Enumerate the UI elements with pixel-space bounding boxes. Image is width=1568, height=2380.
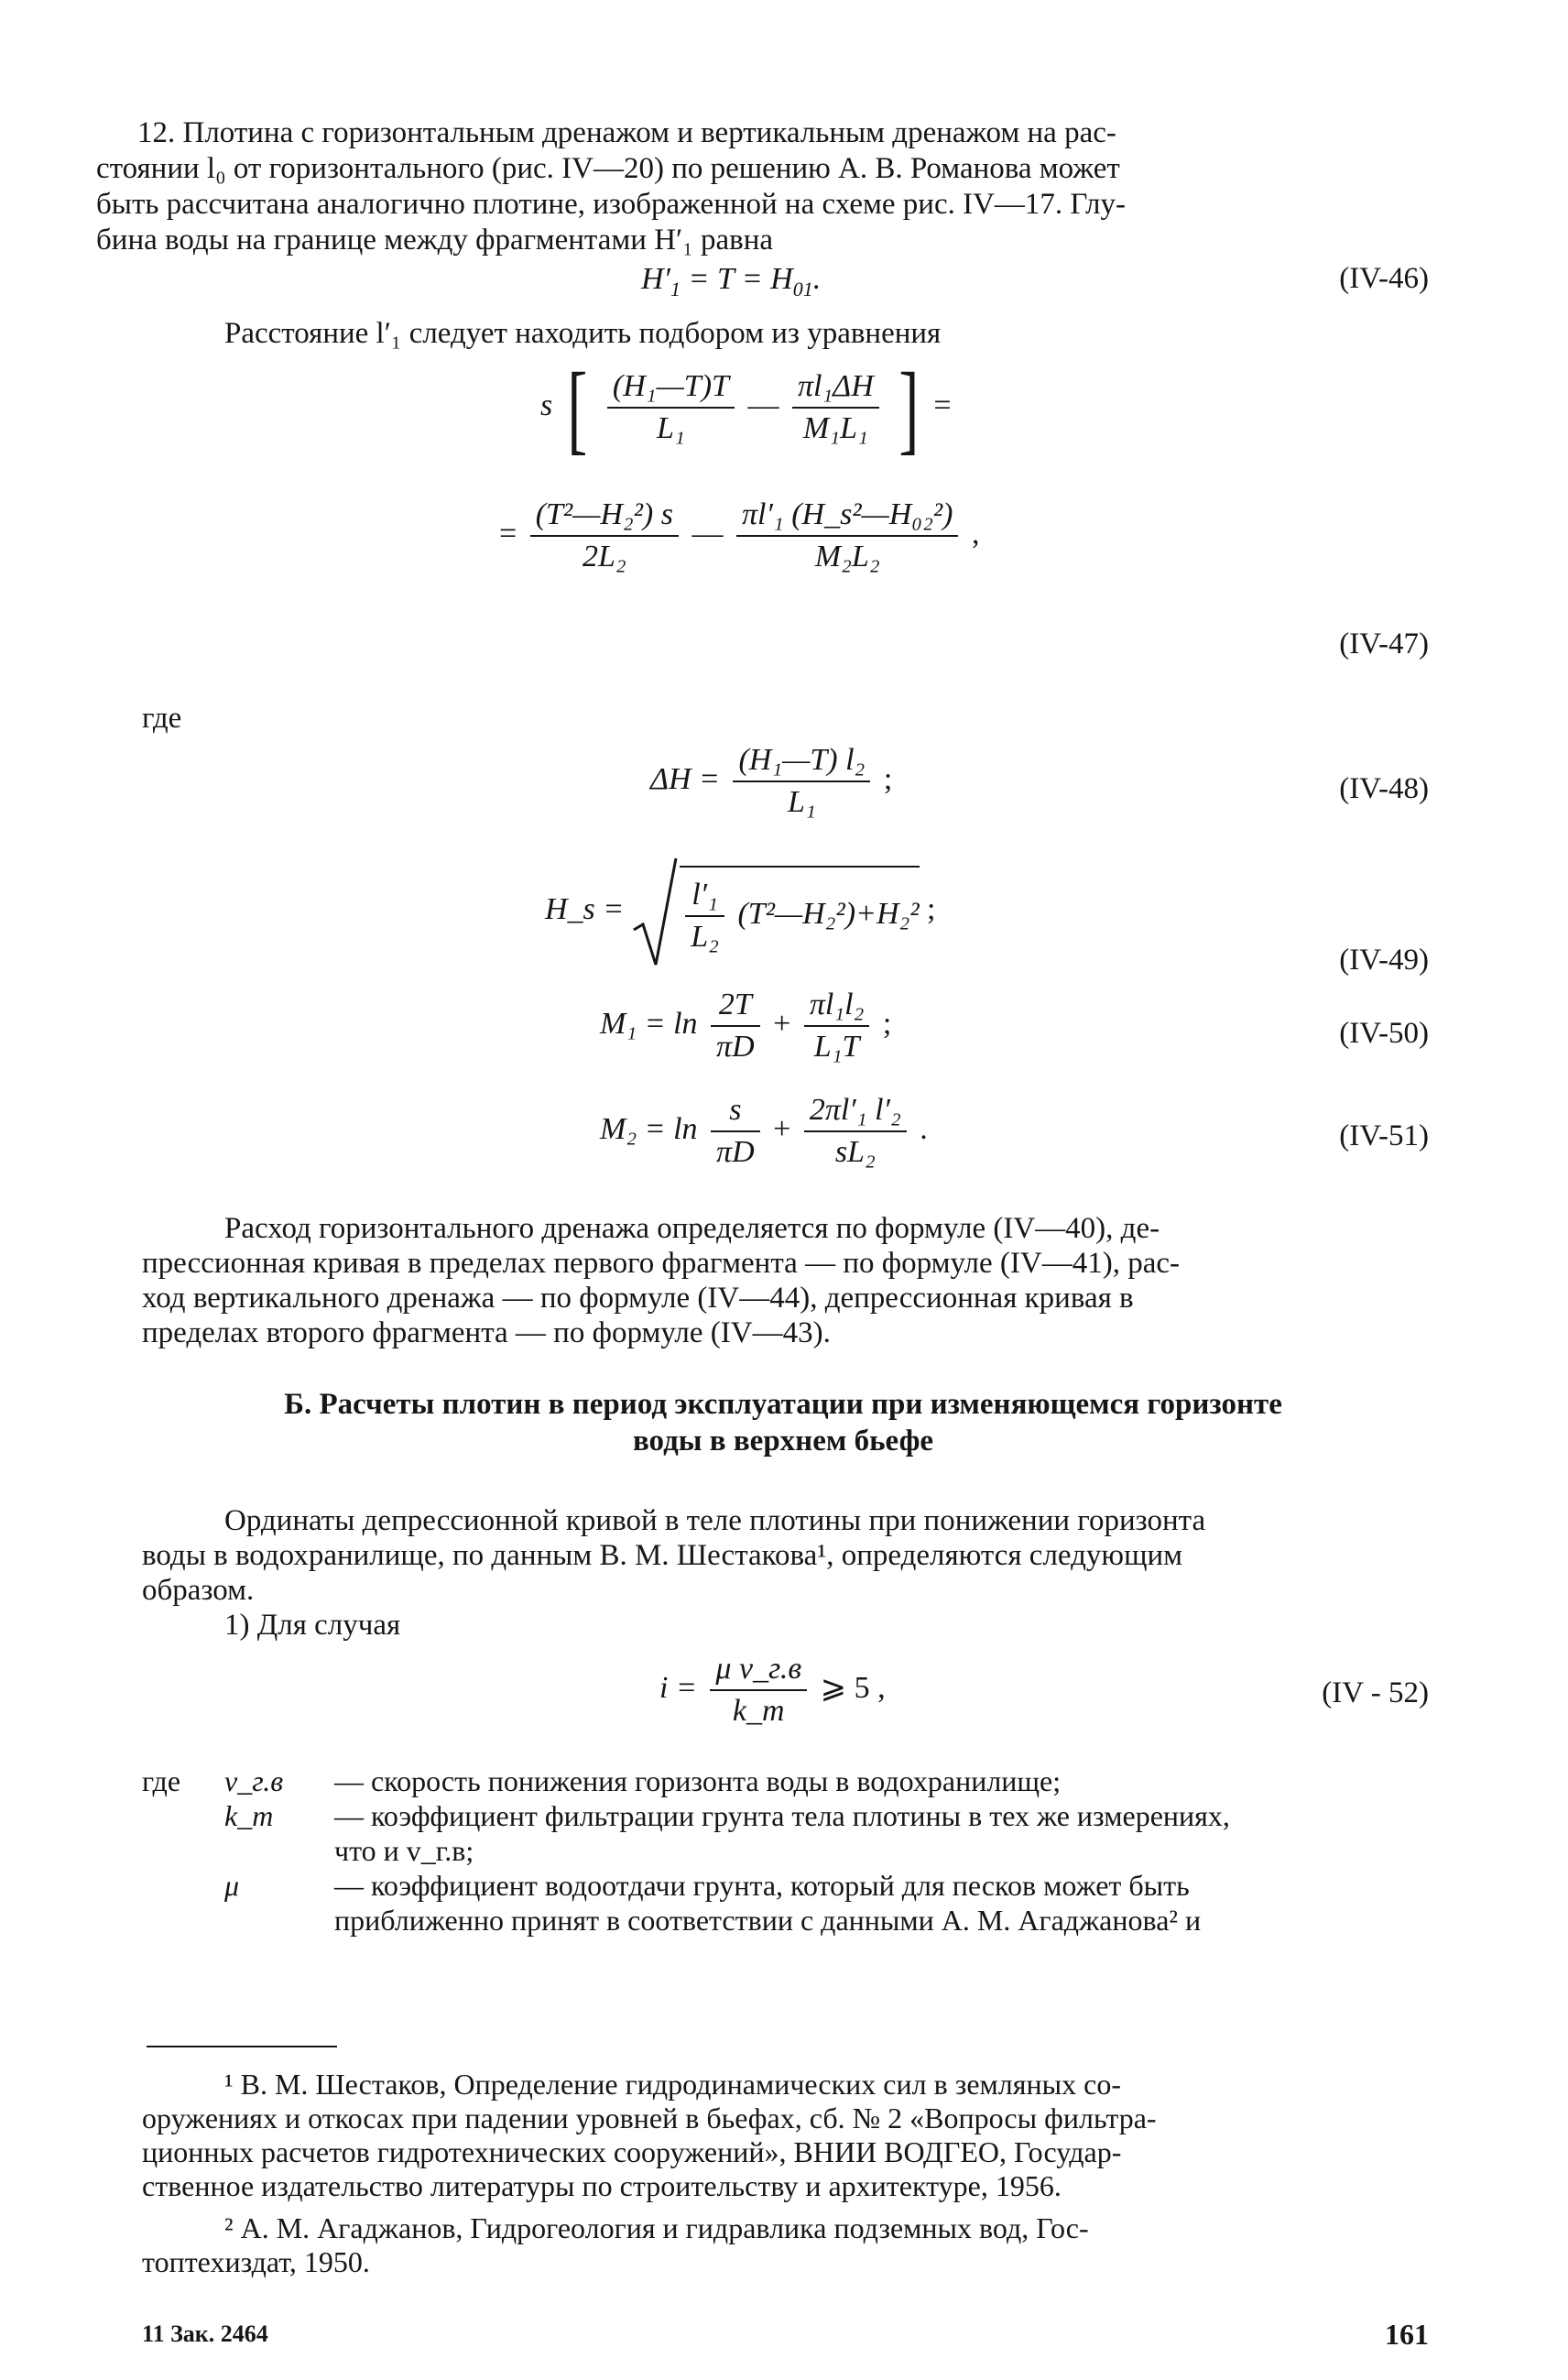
definition-continuation: что и v_г.в; [334,1834,474,1867]
text-line: образом. [142,1574,255,1607]
print-order-note: 11 Зак. 2464 [142,2320,268,2347]
equation-iv-48: ΔH = $\frac{\text{(H₁—T) l₂}}{\text{L₁}}$ ; [650,740,892,823]
definition-item [137,1799,1429,1834]
equation-number: (IV-50) [1339,1017,1429,1050]
equation-iv-47-part1: s [ $\frac{\text{(H₁—T)T}}{\text{L₁}}$ — $\frac{\text{πl₁ΔH}}{\text{M₁L₁}}$ ] = [540,352,952,464]
equation-iv-47-part2: = $\frac{\text{(T²—H₂²) s}}{\text{2L₂}}$ — $\frac{\text{πl′₁ (H\_s²—H₀₂²)}}{\text{M₂L₂}}$ , [499,495,979,577]
page-number: 161 [1385,2318,1429,2351]
equation-number: (IV-48) [1339,772,1429,805]
definition-text: — скорость понижения горизонта воды в водохранилище; [334,1764,1062,1797]
definition-text: — коэффициент водоотдачи грунта, который для песков может быть [334,1869,1190,1902]
text-line: прессионная кривая в пределах первого фрагмента — по формуле (IV—41), рас- [142,1247,1180,1280]
definition-continuation: приближенно принят в соответствии с данными А. М. Агаджанова² и [334,1904,1202,1937]
text-line: пределах второго фрагмента — по формуле (IV—43). [142,1316,831,1349]
text-line: бина воды на границе между фрагментами H′₁ равна [96,224,774,257]
text-line: Расход горизонтального дренажа определяется по формуле (IV—40), де- [224,1212,1160,1245]
equation-iv-51: M₂ = ln $\frac{s}{\pi D}$ + $\frac{\text{2πl′₁ l′₂}}{\text{sL₂}}$ . [600,1090,928,1173]
text-line: 12. Плотина с горизонтальным дренажом и вертикальным дренажом на рас- [137,116,1116,149]
definition-item [137,1869,1429,1904]
text-line: стоянии l₀ от горизонтального (рис. IV—20) по решению А. В. Романова может [96,152,1120,185]
text-line: воды в водохранилище, по данным В. М. Шестакова¹, определяются следующим [142,1539,1183,1572]
equation-iv-50: M₁ = ln $\frac{2T}{\pi D}$ + $\frac{\text{πl₁l₂}}{\text{L₁T}}$ ; [600,985,891,1067]
equation-iv-46: $H'_1 = T = H_{01}$. [641,262,822,300]
text-line: Ординаты депрессионной кривой в теле плотины при понижении горизонта [224,1504,1206,1537]
equation-number: (IV-51) [1339,1119,1429,1152]
sqrt-sign-icon [632,857,678,966]
footnote-divider [147,2046,337,2047]
where-label: где [142,702,182,735]
text-line: быть рассчитана аналогично плотине, изображенной на схеме рис. IV—17. Глу- [96,188,1126,221]
definitions-list [137,1764,1429,1938]
definition-symbol: v_г.в [224,1764,284,1797]
text-line: Расстояние l′₁ следует находить подбором из уравнения [224,317,942,350]
case-label: 1) Для случая [224,1609,401,1642]
definition-symbol: k_т [224,1799,274,1832]
equation-iv-52: i = $\frac{\text{μ v\_г.в}}{k\_т}$ ⩾ 5 , [659,1649,886,1731]
equation-number: (IV - 52) [1322,1676,1429,1709]
text-line: ход вертикального дренажа — по формуле (IV—44), депрессионная кривая в [142,1282,1134,1315]
document-page: 12. Плотина с горизонтальным дренажом и вертикальным дренажом на рас- стоянии l₀ от горизонтального (рис. IV—20) по решению А. В. Романова может быть рассчитана аналогично плотине, изображенной на схеме рис. IV—17. Глу- бина воды на границе между фрагментами H′₁ равна $H'_1 = T = H_{01}$. (IV-46) Расстояние l′₁ следует находить подбором из уравнения s [ $\frac{\text{(H₁—T)T}}{\text{L₁}}$ — $\frac{\text{πl₁ΔH}}{\text{M₁L₁}}$ ] = = $\frac{\text{(T²—H₂²) s}}{\text{2L₂}}$ — $\frac{\text{πl′₁ (H\_s²—H₀₂²)}}{\text{M₂L₂}}$ , (IV-47) где ΔH = $\frac{\text{(H₁—T) l₂}}{\text{L₁}}$ ; (IV-48) H_s = $\frac{\text{l′₁}}{\text{L₂}}$ (T²—H₂²)+H₂² ; (IV-49) M₁ = ln $\frac{2T}{\pi D}$ + $\frac{\text{πl₁l₂}}{\text{L₁T}}$ ; (IV-50) M₂ = ln $\frac{s}{\pi D}$ + $\frac{\text{2πl′₁ l′₂}}{\text{sL₂}}$ . (IV-51) Расход горизонтального дренажа определяется по формуле (IV—40), де- прессионная кривая в пределах первого фрагмента — по формуле (IV—41), рас- ход вертикального дренажа — по формуле (IV—44), депрессионная кривая в пределах второго фрагмента — по формуле (IV—43). Б. Расчеты плотин в период эксплуатации при изменяющемся горизонте воды в верхнем бьефе Ординаты депрессионной кривой в теле плотины при понижении горизонта воды в водохранилище, по данным В. М. Шестакова¹, определяются следующим образом. 1) Для случая i = $\frac{\text{μ v\_г.в}}{k\_т}$ ⩾ 5 , (IV - 52) где v_г.в — скорость понижения горизонта воды в водохранилище; k_т — коэффициент фильтрации грунта тела плотины в тех же измерениях, что и v_г.в; μ — коэффициент водоотдачи грунта, который для песков может быть приближенно принят в соответствии с данными А. М. Агаджанова² и ¹ В. М. Шестаков, Определение гидродинамических сил в земляных со- оружениях и откосах при падении уровней в бьефах, сб. № 2 «Вопросы фильтра- ционных расчетов гидротехнических сооружений», ВНИИ ВОДГЕО, Государ- ственное издательство литературы по строительству и архитектуре, 1956. ² А. М. Агаджанов, Гидрогеология и гидравлика подземных вод, Гос- топтехиздат, 1950. 11 Зак. 2464 161 [96,116,1429,2351]
equation-number: (IV-49) [1339,944,1429,977]
where-label: где [142,1764,181,1797]
definition-text: — коэффициент фильтрации грунта тела плотины в тех же измерениях, [334,1799,1230,1832]
definition-item [137,1764,1429,1799]
section-heading: Б. Расчеты плотин в период эксплуатации при изменяющемся горизонте воды в верхнем бьефе [284,1388,1282,1457]
equation-number: (IV-46) [1339,262,1429,295]
definition-symbol: μ [224,1869,240,1902]
equation-iv-49: H_s = $\frac{\text{l′₁}}{\text{L₂}}$ (T²—H₂²)+H₂² ; [545,857,935,966]
equation-number: (IV-47) [1339,628,1429,661]
